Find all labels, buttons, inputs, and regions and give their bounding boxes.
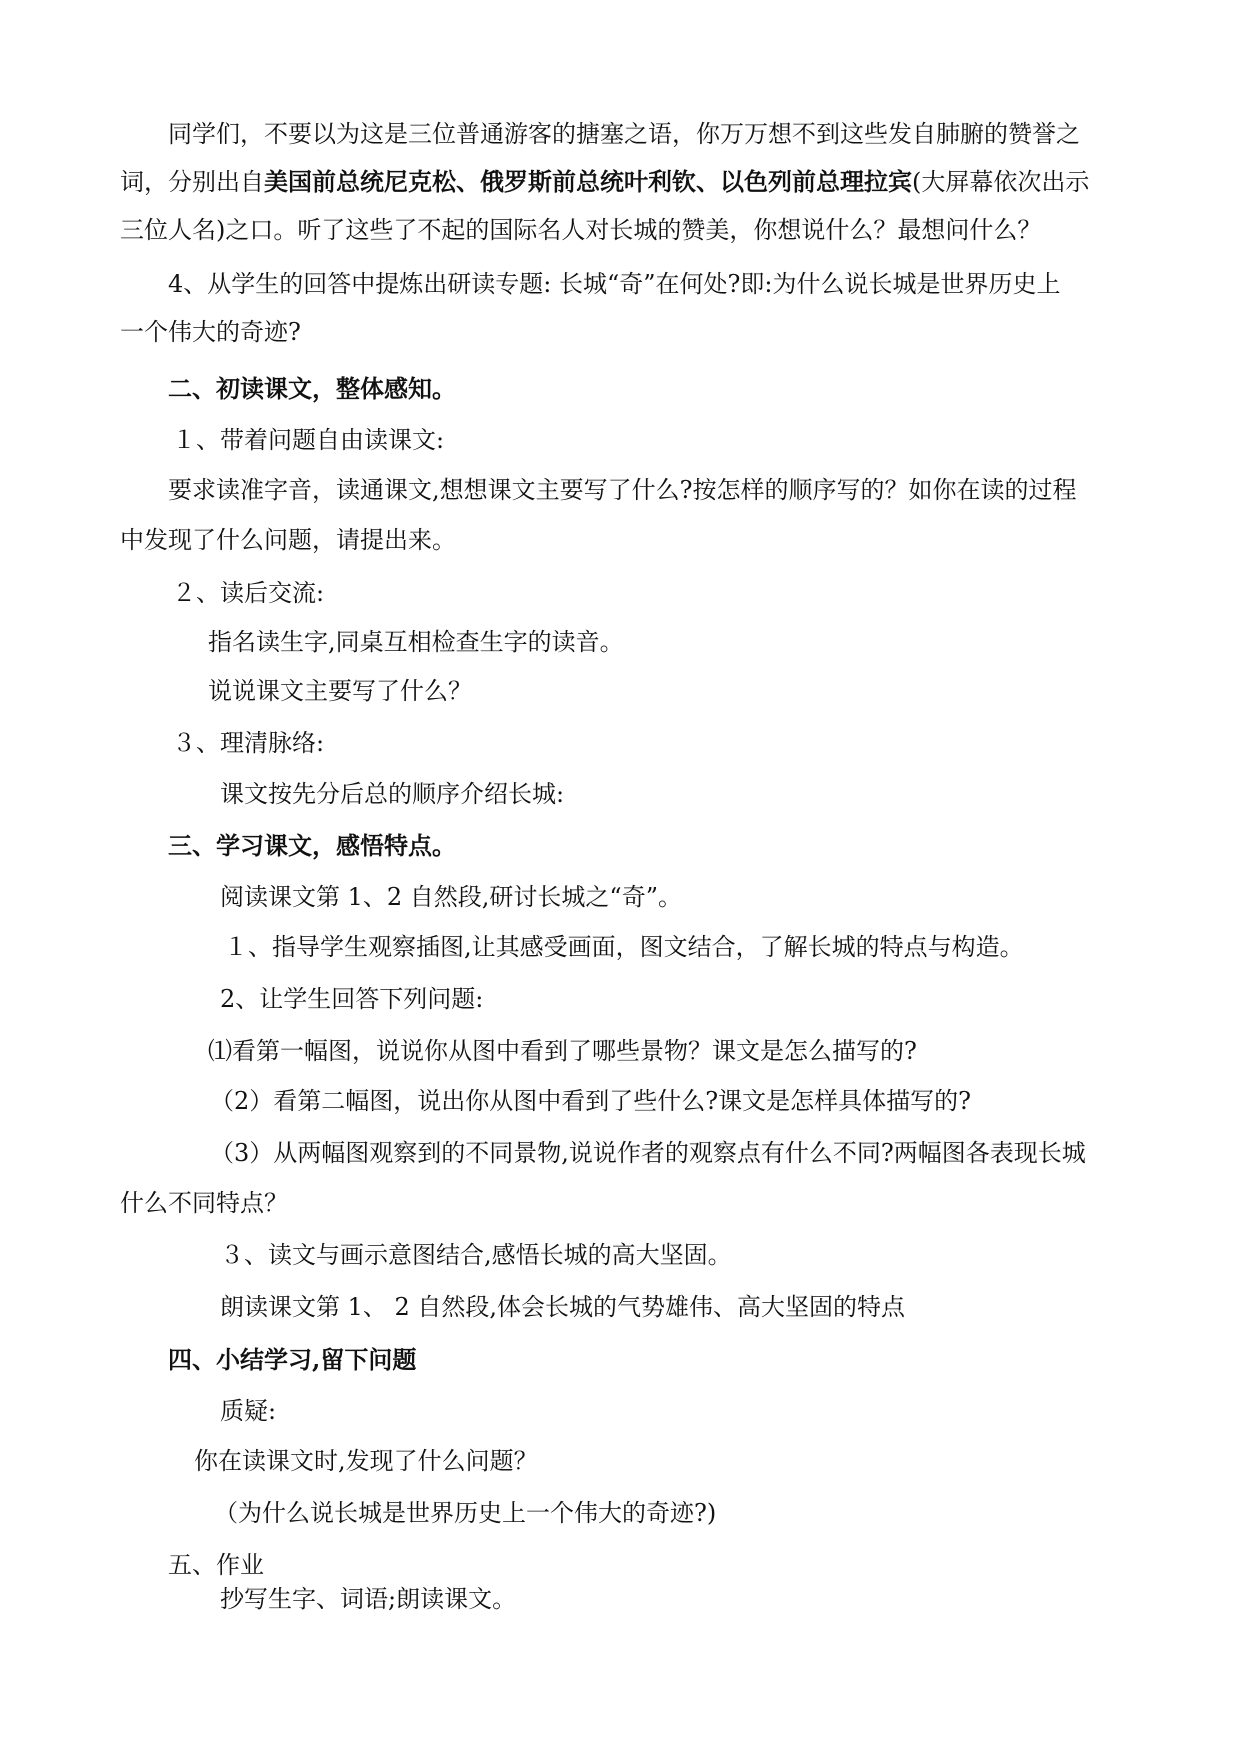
paragraph-line: 质疑: [220, 1397, 277, 1425]
text-span: 词，分别出自 [120, 168, 264, 196]
paragraph-line: 同学们，不要以为这是三位普通游客的搪塞之语，你万万想不到这些发自肺腑的赞誉之 [168, 120, 1080, 148]
list-item: １、带着问题自由读课文: [172, 426, 445, 454]
list-subitem: 课文按先分后总的顺序介绍长城: [220, 780, 565, 808]
list-subitem: 朗读课文第 1、 2 自然段,体会长城的气势雄伟、高大坚固的特点 [220, 1293, 906, 1321]
paragraph-line [120, 166, 1130, 198]
text-span: (大屏幕依次出示 [912, 168, 1090, 196]
list-subitem: 说说课文主要写了什么？ [208, 677, 472, 705]
paragraph-line: 4、从学生的回答中提炼出研读专题: 长城“奇”在何处?即:为什么说长城是世界历史上 [168, 270, 1061, 298]
question-item: （2）看第二幅图，说出你从图中看到了些什么?课文是怎样具体描写的? [210, 1087, 972, 1115]
list-item: １、指导学生观察插图,让其感受画面，图文结合，了解长城的特点与构造。 [224, 933, 1024, 961]
bold-names: 美国前总统尼克松、俄罗斯前总统叶利钦、以色列前总理拉宾 [264, 167, 912, 196]
list-item: ３、理清脉络: [172, 729, 325, 757]
section-heading: 二、初读课文，整体感知。 [168, 374, 456, 403]
section-heading: 四、小结学习,留下问题 [168, 1345, 417, 1374]
section-heading: 五、作业 [168, 1551, 264, 1579]
list-item: ３、读文与画示意图结合,感悟长城的高大坚固。 [220, 1241, 732, 1269]
question-item: ⑴看第一幅图，说说你从图中看到了哪些景物？课文是怎么描写的? [208, 1037, 917, 1065]
paragraph-line: （为什么说长城是世界历史上一个伟大的奇迹?) [214, 1499, 717, 1527]
paragraph-line: 阅读课文第 1、2 自然段,研讨长城之“奇”。 [220, 883, 682, 911]
paragraph-line: 你在读课文时,发现了什么问题？ [194, 1447, 538, 1475]
paragraph-line: 三位人名)之口。听了这些了不起的国际名人对长城的赞美，你想说什么？最想问什么？ [120, 216, 1042, 244]
question-item: （3）从两幅图观察到的不同景物,说说作者的观察点有什么不同?两幅图各表现长城 [210, 1139, 1086, 1167]
list-subitem: 指名读生字,同桌互相检查生字的读音。 [208, 628, 624, 656]
list-item: 2、让学生回答下列问题: [220, 985, 484, 1013]
paragraph-line: 要求读准字音，读通课文,想想课文主要写了什么?按怎样的顺序写的？如你在读的过程 [168, 476, 1077, 504]
list-item: ２、读后交流: [172, 579, 325, 607]
paragraph-line: 一个伟大的奇迹? [120, 318, 301, 346]
paragraph-line: 抄写生字、词语;朗读课文。 [220, 1585, 517, 1613]
section-heading: 三、学习课文，感悟特点。 [168, 831, 456, 860]
question-item: 什么不同特点？ [120, 1189, 288, 1217]
paragraph-line: 中发现了什么问题，请提出来。 [120, 526, 456, 554]
